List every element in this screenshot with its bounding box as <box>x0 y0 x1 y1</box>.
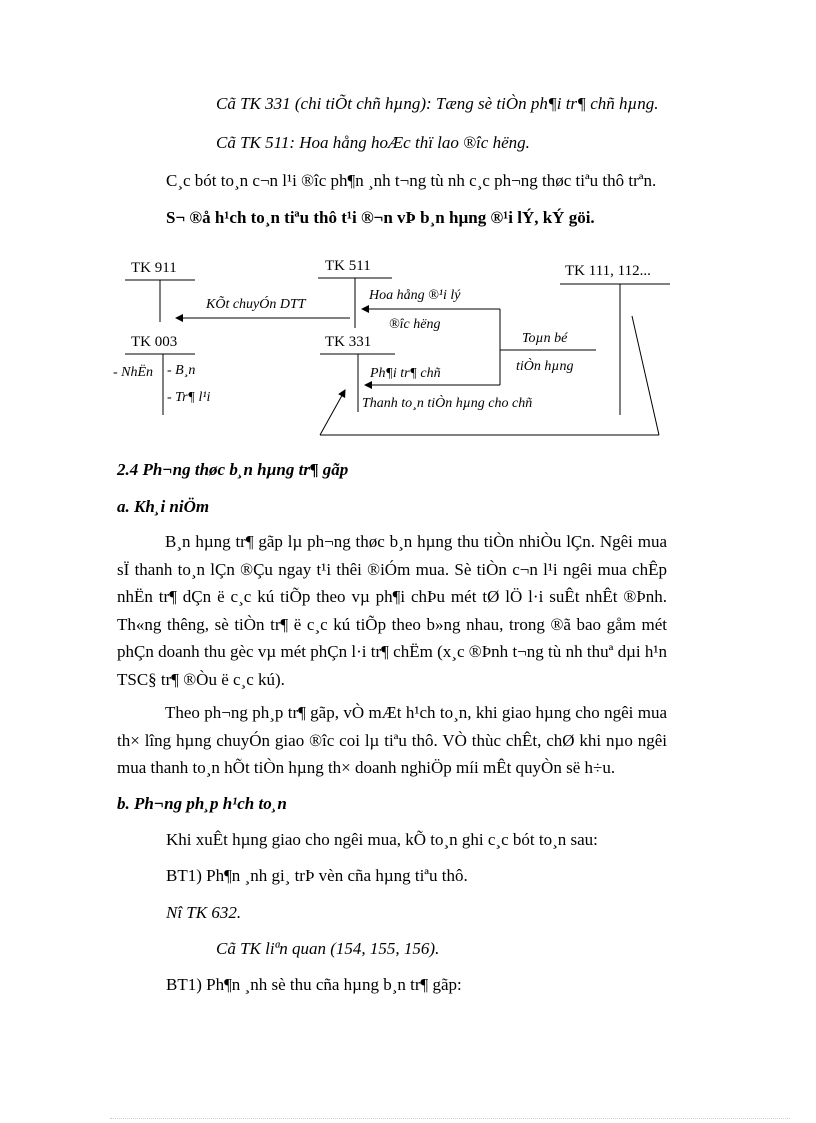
method-intro: Khi xuÊt hµng giao cho ngêi mua, kÕ to¸n ghi c¸c bót to¸n sau: <box>166 830 598 849</box>
debit-632-line: Nî TK 632. <box>166 903 242 922</box>
installment-concept-paragraph: B¸n hµng tr¶ gãp lµ ph¬ng thøc b¸n hµng thu tiÒn nhiÒu lÇn. Ngêi mua sÏ thanh to¸n lÇn ®Çu ngay t¹i thêi ®iÓm mua. Sè tiÒn c¬n l¹i ngêi mua chÊp nhËn tr¶ dÇn ë c¸c kú tiÕp theo vµ ph¶i chÞu mét tØ lÖ l·i suÊt nhÊt ®Þnh. Th«ng thêng, sè tiÒn tr¶ ë c¸c kú tiÕp theo b»ng nhau, trong ®ã bao gåm mét phÇn doanh thu gèc vµ mét phÇn l·i tr¶ chËm (x¸c ®Þnh t¬ng tù nh thuª dµi h¹n TSC§ tr¶ ®Òu ë c¸c kú). <box>117 532 667 689</box>
credit-line-tk331: Cã TK 331 (chi tiÕt chñ hµng): Tæng sè tiÒn ph¶i tr¶ chñ hµng. <box>216 94 659 113</box>
tra-lai-label: - Tr¶ l¹i <box>167 390 211 405</box>
installment-accounting-paragraph: Theo ph¬ng ph¸p tr¶ gãp, vÒ mÆt h¹ch to¸n, khi giao hµng cho ngêi mua th× lîng hµng chuyÓn giao ®îc coi lµ tiªu thô. VÒ thùc chÊt, chØ khi nµo ngêi mua thanh to¸n hÕt tiÒn hµng th× doanh nghiÖp míi mÊt quyÒn së h÷u. <box>117 703 667 777</box>
loop-left-arrow <box>320 390 345 435</box>
diagram-title: S¬ ®å h¹ch to¸n tiªu thô t¹i ®¬n vÞ b¸n hµng ®¹i lÝ, kÝ göi. <box>166 208 595 227</box>
tk511-label: TK 511 <box>325 258 371 274</box>
toan-bo-label-2: tiÒn hµng <box>516 359 574 374</box>
tk331-label: TK 331 <box>325 334 372 350</box>
tk911-label: TK 911 <box>131 260 177 276</box>
toan-bo-label-1: Toµn bé <box>522 331 568 346</box>
bt1-cost-line: BT1) Ph¶n ¸nh gi¸ trÞ vèn cña hµng tiªu thô. <box>166 866 468 885</box>
phai-tra-label: Ph¶i tr¶ chñ <box>370 366 441 381</box>
thanh-toan-label: Thanh to¸n tiÒn hµng cho chñ <box>362 396 533 411</box>
installment-accounting-block <box>117 699 667 782</box>
hoa-hong-label-2: ®îc hëng <box>389 317 441 332</box>
tk111-label: TK 111, 112... <box>565 263 651 279</box>
credit-related-line: Cã TK liªn quan (154, 155, 156). <box>216 939 440 958</box>
installment-concept-block <box>117 528 667 693</box>
credit-line-tk511: Cã TK 511: Hoa hång hoÆc thï lao ®îc hëng. <box>216 133 530 152</box>
hoa-hong-label-1: Hoa hång ®¹i lý <box>369 288 461 303</box>
tk003-label: TK 003 <box>131 334 178 350</box>
loop-right-diagonal <box>632 316 659 435</box>
footer-rule <box>110 1118 790 1119</box>
concept-heading: a. Kh¸i niÖm <box>117 497 210 516</box>
bt1-revenue-line: BT1) Ph¶n ¸nh sè thu cña hµng b¸n tr¶ gãp: <box>166 975 462 994</box>
nhan-label: - NhËn <box>113 365 154 380</box>
ban-label: - B¸n <box>167 363 196 378</box>
ket-chuyen-label: KÕt chuyÓn DTT <box>206 297 306 312</box>
method-heading: b. Ph¬ng ph¸p h¹ch to¸n <box>117 794 287 813</box>
section-24-heading: 2.4 Ph¬ng thøc b¸n hµng tr¶ gãp <box>117 460 349 479</box>
t-account-diagram <box>0 250 816 450</box>
other-entries-line: C¸c bót to¸n c¬n l¹i ®îc ph¶n ¸nh t¬ng tù nh c¸c ph¬ng thøc tiªu thô trªn. <box>166 171 657 190</box>
